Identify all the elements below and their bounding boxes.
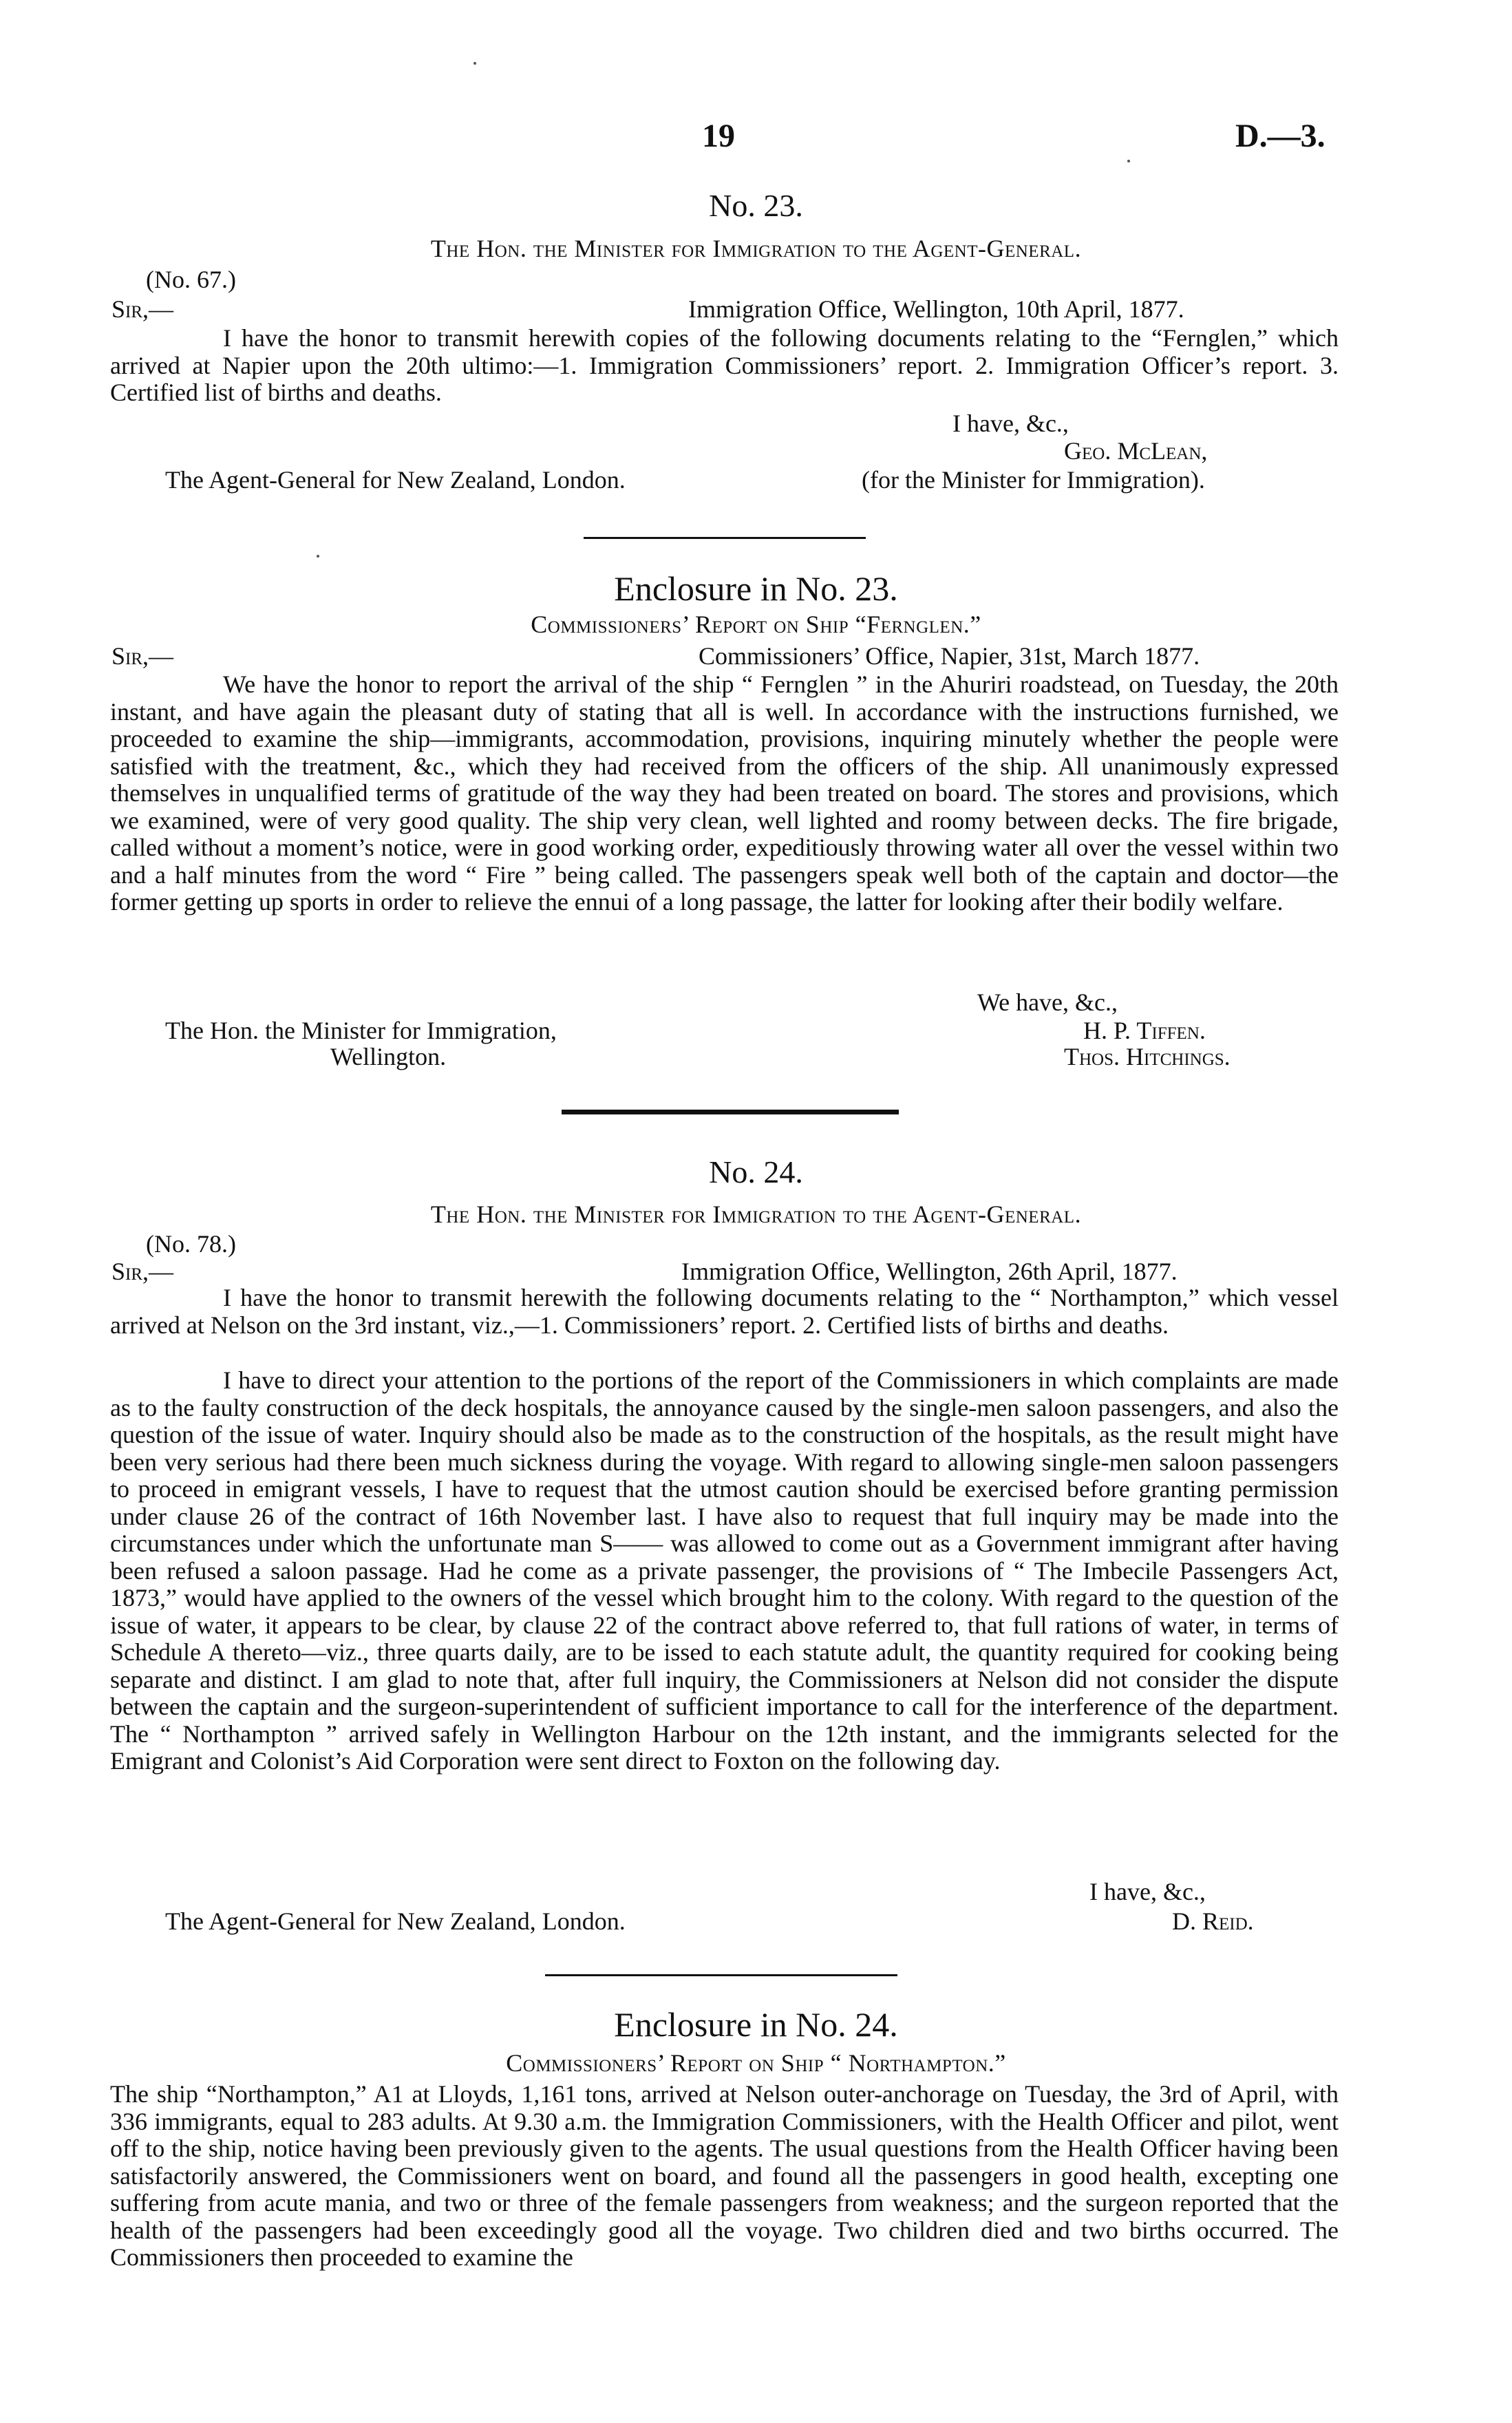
page-number: 19: [702, 118, 735, 154]
enclosure-24-body: The ship “Northampton,” A1 at Lloyds, 1,161 tons, arrived at Nelson outer-anchorage on Tuesday, the 3rd of April, with 336 immigrants, equal to 283 adults. At 9.30 a.m. the Immigration Commissioners, with the Health Officer and pilot, went off to the ship, notice having been previously given to the agents. The usual questions from the Health Officer having been satisfactorily answered, the Commissioners went on board, and found all the passengers in good health, excepting one suffering from acute mania, and two or three of the female passengers from weakness; and the surgeon reported that the health of the passengers had been exceedingly good all the voyage. Two children died and two births occurred. The Commissioners then proceeded to examine the: [110, 2080, 1339, 2271]
enclosure-23-addressee-line1: The Hon. the Minister for Immigration,: [165, 1017, 557, 1044]
enclosure-23-place-date: Commissioners’ Office, Napier, 31st, March 1877.: [699, 642, 1200, 670]
letter-24-closing: I have, &c.,: [1089, 1878, 1206, 1905]
letter-24-ref: (No. 78.): [146, 1230, 236, 1258]
scan-speck: [317, 555, 319, 558]
enclosure-23-salutation: Sir,—: [111, 642, 174, 670]
letter-24-body-2: I have to direct your attention to the portions of the report of the Commissioners in which complaints are made as to the faulty construction of the deck hospitals, the annoyance caused by the single-men saloon passengers, and also the question of the issue of water. Inquiry should also be made as to the construction of the hospitals, as the result might have been very serious had there been much sickness during the voyage. With regard to allowing single-men saloon passengers to proceed in emigrant vessels, I have to request that the utmost caution should be exercised before granting permission under clause 26 of the contract of 16th November last. I have also to request that full inquiry may be made into the circumstances under which the unfortunate man S—— was allowed to come out as a Government immigrant after having been refused a saloon passage. Had he come as a private passenger, the provisions of “ The Imbecile Passengers Act, 1873,” would have applied to the owners of the vessel which brought him to the colony. With regard to the question of the issue of water, it appears to be clear, by clause 22 of the contract above referred to, that full rations of water, in terms of Schedule A thereto—viz., three quarts daily, are to be issed to each statute adult, the quantity required for cooking being separate and distinct. I am glad to note that, after full inquiry, the Commissioners at Nelson did not consider the dispute between the captain and the surgeon-superintendent of sufficient importance to call for the interference of the department. The “ Northampton ” arrived safely in Wellington Harbour on the 12th instant, and the immigrants selected for the Emigrant and Colonist’s Aid Corporation were sent direct to Foxton on the following day.: [110, 1366, 1339, 1775]
divider: [545, 1974, 897, 1976]
letter-24-place-date: Immigration Office, Wellington, 26th April, 1877.: [681, 1258, 1178, 1285]
enclosure-23-subtitle: Commissioners’ Report on Ship “Fernglen.”: [531, 611, 981, 638]
letter-23-number: No. 23.: [709, 188, 803, 223]
enclosure-24-subtitle: Commissioners’ Report on Ship “ Northampton.”: [506, 2049, 1006, 2077]
divider-heavy: [562, 1110, 899, 1114]
letter-24-from-to: The Hon. the Minister for Immigration to the Agent-General.: [430, 1200, 1082, 1228]
enclosure-23-title: Enclosure in No. 23.: [614, 569, 898, 608]
letter-23-place-date: Immigration Office, Wellington, 10th April, 1877.: [688, 295, 1184, 323]
letter-24-body-1: I have the honor to transmit herewith the following documents relating to the “ Northampton,” which vessel arrived at Nelson on the 3rd instant, viz.,—1. Commissioners’ report. 2. Certified lists of births and deaths.: [110, 1284, 1339, 1339]
letter-23-addressee: The Agent-General for New Zealand, London.: [165, 466, 626, 494]
letter-24-signature: D. Reid.: [1172, 1907, 1254, 1935]
enclosure-24-title: Enclosure in No. 24.: [614, 2005, 898, 2044]
letter-23-signature: Geo. McLean,: [1064, 437, 1208, 465]
letter-23-body: I have the honor to transmit herewith copies of the following documents relating to the “Fernglen,” which arrived at Napier upon the 20th ultimo:—1. Immigration Commissioners’ report. 2. Immigration Officer’s report. 3. Certified list of births and deaths.: [110, 324, 1339, 406]
enclosure-23-signature2: Thos. Hitchings.: [1064, 1043, 1231, 1070]
letter-24-salutation: Sir,—: [111, 1258, 174, 1285]
letter-23-signature-note: (for the Minister for Immigration).: [862, 466, 1205, 494]
letter-23-salutation: Sir,—: [111, 295, 174, 323]
letter-23-from-to: The Hon. the Minister for Immigration to the Agent-General.: [430, 235, 1082, 262]
scan-speck: [473, 62, 476, 65]
letter-24-number: No. 24.: [709, 1154, 803, 1189]
divider: [584, 537, 866, 539]
enclosure-23-signature1: H. P. Tiffen.: [1083, 1017, 1206, 1044]
document-reference: D.—3.: [1235, 118, 1325, 154]
letter-23-ref: (No. 67.): [146, 266, 236, 293]
enclosure-23-body: We have the honor to report the arrival of the ship “ Fernglen ” in the Ahuriri roadstead, on Tuesday, the 20th instant, and have again the pleasant duty of stating that all is well. In accordance with the instructions furnished, we proceeded to examine the ship—immigrants, accommodation, provisions, inquiring minutely whether the people were satisfied with the treatment, &c., which they had received from the officers of the ship. All unanimously expressed themselves in unqualified terms of gratitude of the way they had been treated on board. The stores and provisions, which we examined, were of very good quality. The ship very clean, well lighted and roomy between decks. The fire brigade, called without a moment’s notice, were in good working order, expeditiously throwing water all over the vessel within two and a half minutes from the word “ Fire ” being called. The passengers speak well both of the captain and doctor—the former getting up sports in order to relieve the ennui of a long passage, the latter for looking after their bodily welfare.: [110, 670, 1339, 916]
enclosure-23-closing: We have, &c.,: [977, 988, 1118, 1016]
scan-speck: [1127, 160, 1130, 162]
letter-24-addressee: The Agent-General for New Zealand, London.: [165, 1907, 626, 1935]
letter-23-closing: I have, &c.,: [952, 410, 1069, 437]
enclosure-23-addressee-line2: Wellington.: [330, 1043, 447, 1070]
